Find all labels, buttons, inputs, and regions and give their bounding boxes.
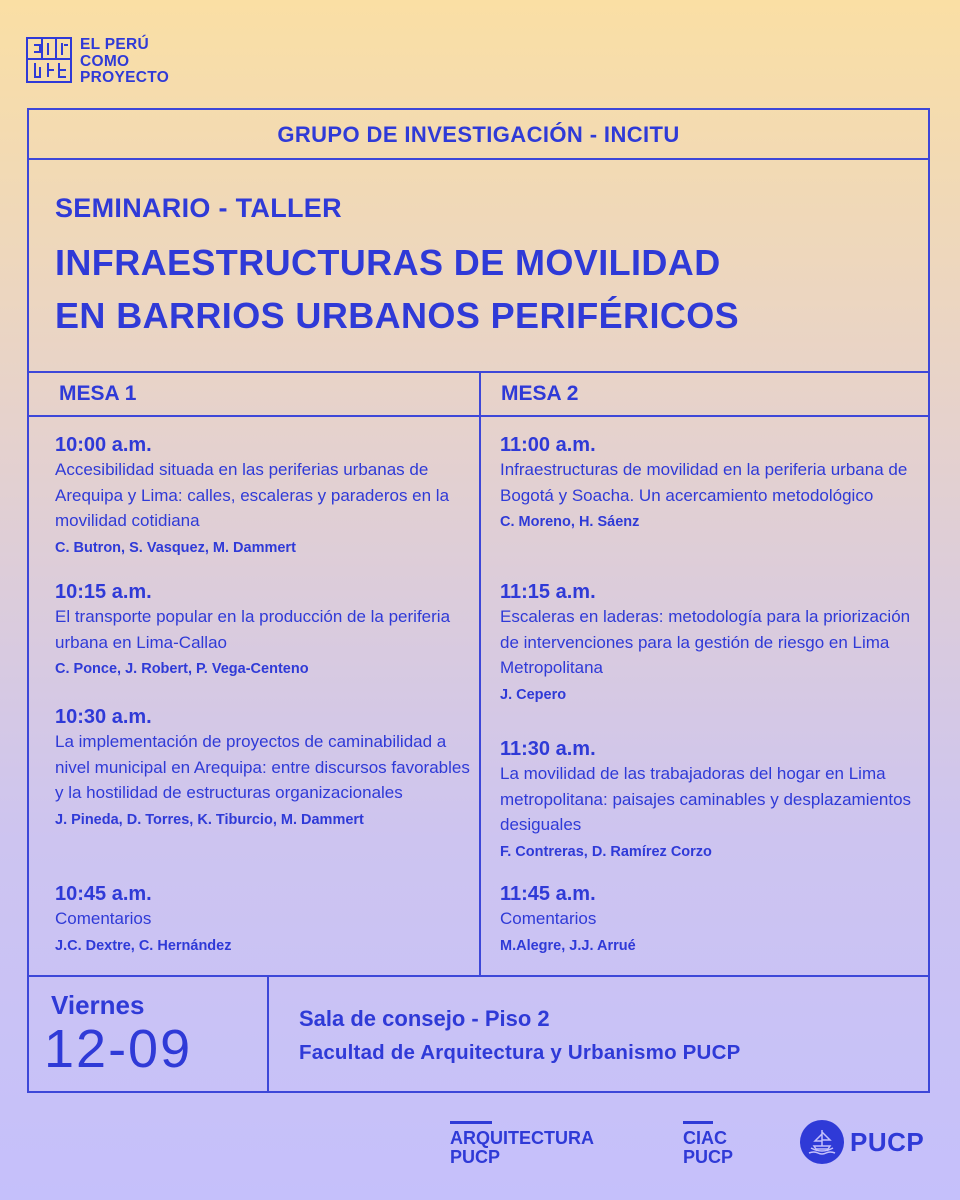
item-authors: C. Ponce, J. Robert, P. Vega-Centeno — [55, 661, 309, 677]
logo-line-2: PUCP — [683, 1147, 734, 1167]
item-authors: F. Contreras, D. Ramírez Corzo — [500, 843, 712, 860]
item-authors: M.Alegre, J.J. Arrué — [500, 937, 636, 954]
item-authors: C. Moreno, H. Sáenz — [500, 514, 640, 530]
item-description: Comentarios — [55, 909, 152, 928]
brand-mark-icon — [26, 37, 72, 83]
mesa-1-item — [55, 882, 475, 957]
item-description: Escaleras en laderas: metodología para la priorización de intervenciones para la gestión de riesgo en Lima Metropolitana — [500, 607, 911, 677]
event-day: Viernes — [51, 990, 145, 1020]
item-authors: C. Butron, S. Vasquez, M. Dammert — [55, 539, 296, 556]
item-time: 10:00 a.m. — [55, 434, 152, 456]
mesa-1-item — [55, 433, 475, 559]
seminar-title-line-2: EN BARRIOS URBANOS PERIFÉRICOS — [55, 295, 740, 336]
item-time: 10:45 a.m. — [55, 883, 152, 905]
seminar-title — [55, 236, 739, 342]
logo-line-1: ARQUITECTURA — [450, 1128, 594, 1148]
item-description: La implementación de proyectos de caminabilidad a nivel municipal en Arequipa: entre discursos favorables y la hostilidad de estructuras organizacionales — [55, 732, 470, 802]
mesa-1-item — [55, 705, 475, 831]
pucp-seal-icon — [800, 1120, 844, 1164]
date-divider — [267, 975, 269, 1091]
logo-bar — [683, 1121, 713, 1124]
divider-bottom — [29, 975, 928, 977]
column-divider — [479, 371, 481, 975]
divider-top — [29, 158, 928, 160]
item-authors: J. Pineda, D. Torres, K. Tiburcio, M. Dammert — [55, 811, 364, 828]
brand-line-3: PROYECTO — [80, 69, 170, 86]
logo-bar — [450, 1121, 492, 1124]
item-time: 11:45 a.m. — [500, 883, 596, 905]
item-description: Comentarios — [500, 909, 597, 928]
program-frame — [27, 108, 930, 1093]
event-date: 12-09 — [44, 1019, 193, 1079]
brand-logo — [26, 37, 169, 87]
brand-line-2: COMO — [80, 52, 130, 70]
item-time: 11:15 a.m. — [500, 581, 596, 603]
logo-line-2: PUCP — [450, 1147, 501, 1167]
item-description: Accesibilidad situada en las periferias urbanas de Arequipa y Lima: calles, escaleras y paraderos en la movilidad cotidiana — [55, 460, 450, 530]
pucp-logo — [800, 1120, 924, 1164]
item-description: La movilidad de las trabajadoras del hogar en Lima metropolitana: paisajes caminables y desplazamientos desiguales — [500, 764, 912, 834]
brand-name — [80, 37, 169, 87]
seminar-subtitle: SEMINARIO - TALLER — [55, 193, 342, 223]
seal-ship-icon — [800, 1120, 844, 1164]
item-description: El transporte popular en la producción de la periferia urbana en Lima-Callao — [55, 607, 451, 652]
arquitectura-pucp-logo — [450, 1121, 594, 1167]
group-title: GRUPO DE INVESTIGACIÓN - INCITU — [277, 122, 680, 147]
mesa-2-item — [500, 737, 920, 863]
event-faculty: Facultad de Arquitectura y Urbanismo PUCP — [299, 1041, 741, 1064]
event-room: Sala de consejo - Piso 2 — [299, 1006, 550, 1031]
mesa-2-item — [500, 882, 920, 957]
ciac-pucp-logo — [683, 1121, 733, 1167]
item-authors: J.C. Dextre, C. Hernández — [55, 937, 232, 954]
logo-line-1: CIAC — [683, 1128, 727, 1148]
item-time: 10:30 a.m. — [55, 706, 152, 728]
seminar-title-line-1: INFRAESTRUCTURAS DE MOVILIDAD — [55, 242, 721, 283]
mesa-2-item — [500, 433, 920, 533]
mesa-2-item — [500, 580, 920, 706]
mesa-1-item — [55, 580, 475, 680]
mesa-2-label: MESA 2 — [501, 382, 579, 405]
item-time: 10:15 a.m. — [55, 581, 152, 603]
pucp-wordmark: PUCP — [850, 1126, 925, 1157]
brand-line-1: EL PERÚ — [80, 36, 149, 53]
item-description: Infraestructuras de movilidad en la periferia urbana de Bogotá y Soacha. Un acercamiento metodológico — [500, 460, 908, 505]
item-authors: J. Cepero — [500, 686, 567, 703]
mesa-1-label: MESA 1 — [59, 382, 137, 405]
item-time: 11:30 a.m. — [500, 738, 596, 760]
item-time: 11:00 a.m. — [500, 434, 596, 456]
